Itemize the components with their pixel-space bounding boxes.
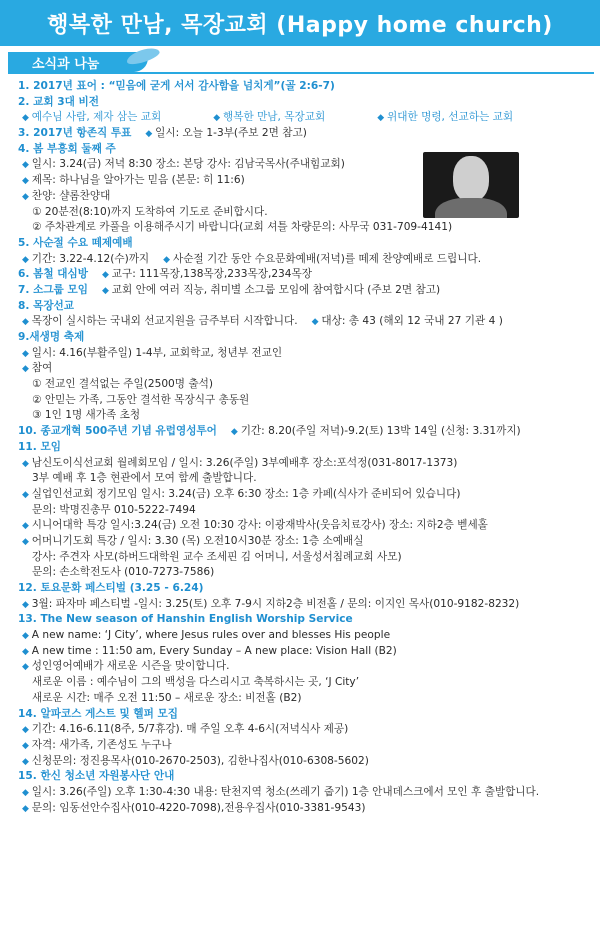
section-heading-row: [18, 267, 596, 283]
bullet-icon: ◆: [145, 129, 156, 140]
item-text: 일시: 3.24(금) 저녁 8:30 장소: 본당 강사: 김남국목사(주내힘교회): [31, 158, 345, 171]
item-text: 참여: [31, 362, 53, 375]
bullet-icon: ◆: [377, 113, 388, 124]
section-heading: 10. 종교개혁 500주년 기념 유럽영성투어: [18, 425, 217, 438]
item-text: 성인영어예배가 새로운 시즌을 맞이합니다.: [31, 660, 230, 673]
item-text: 일시: 4.16(부활주일) 1-4부, 교회학교, 청년부 전교인: [31, 346, 283, 359]
item-text: 교구: 111목장,138목장,233목장,234목장: [111, 268, 313, 281]
header-banner: [0, 0, 600, 46]
bullet-icon: ◆: [22, 521, 32, 532]
section-heading: 13. The New season of Hanshin English Worship Service: [18, 613, 353, 626]
continuation-text: 새로운 이름 : 예수님이 그의 백성을 다스리시고 축복하시는 곳, ‘J City’: [32, 676, 360, 689]
vision-item: 위대한 명령, 선교하는 교회: [387, 111, 514, 124]
section-heading-row: [18, 126, 596, 142]
section-heading: 15. 한신 청소년 자원봉사단 안내: [18, 770, 175, 783]
bullet-item: [18, 456, 596, 472]
item-text: 찬양: 샬롬찬양대: [31, 189, 111, 202]
item-text: 실업인선교회 정기모임 일시: 3.24(금) 오후 6:30 장소: 1층 카페(식사가 준비되어 있습니다): [31, 487, 461, 500]
bullet-icon: ◆: [22, 536, 32, 547]
section-heading: 2. 교회 3대 비전: [18, 95, 99, 108]
bullet-icon: ◆: [22, 740, 32, 751]
section-heading-row: [18, 424, 596, 440]
item-text: 목장이 실시하는 국내외 선교지원을 금주부터 시작합니다.: [31, 315, 298, 328]
bullet-icon: ◆: [22, 160, 32, 171]
bullet-icon: ◆: [213, 113, 223, 124]
vision-item: 예수님 사람, 제자 삼는 교회: [31, 111, 162, 124]
bullet-item: [18, 189, 596, 205]
bullet-item: [18, 361, 596, 377]
item-text: 사순절 기간 동안 수요문화예배(저녁)를 떼제 찬양예배로 드립니다.: [172, 252, 482, 265]
bullet-item: [18, 597, 596, 613]
section-heading: 14. 알파코스 게스트 및 헬퍼 모집: [18, 707, 179, 720]
item-text: A new time : 11:50 am, Every Sunday – A new place: Vision Hall (B2): [31, 644, 397, 657]
bullet-icon: ◆: [101, 285, 112, 296]
continuation-text: 3부 예배 후 1층 현관에서 모여 함께 출발합니다.: [32, 472, 257, 485]
numbered-item: ① 20분전(8:10)까지 도착하여 기도로 준비합시다.: [32, 205, 268, 218]
bullet-icon: ◆: [22, 191, 32, 202]
item-text: 남신도이식선교회 월례회모임 / 일시: 3.26(주일) 3부예배후 장소:포석정(031-8017-1373): [31, 456, 458, 469]
section-heading: 1. 2017년 표어 : “믿음에 굳게 서서 감사함을 넘치게”(골 2:6-7): [18, 80, 335, 92]
numbered-item: ① 전교인 결석없는 주일(2500명 출석): [32, 378, 213, 391]
vision-row: [18, 110, 596, 126]
section-heading: 4. 봄 부흥회 둘째 주: [18, 142, 116, 155]
bullet-icon: ◆: [22, 489, 32, 500]
vision-item: 행복한 만남, 목장교회: [223, 111, 326, 124]
continuation-text: 문의: 박명진총무 010-5222-7494: [32, 503, 196, 516]
bullet-item: [18, 157, 596, 173]
bullet-item: [18, 534, 596, 550]
bullet-item: [18, 346, 596, 362]
bullet-item: [18, 754, 596, 770]
item-text: 기간: 3.22-4.12(수)까지: [31, 252, 150, 265]
bullet-icon: ◆: [22, 599, 32, 610]
section-heading: 3. 2017년 항존직 투표: [18, 127, 132, 140]
item-text: 제목: 하나님을 알아가는 믿음 (본문: 히 11:6): [31, 174, 245, 187]
item-text: 문의: 임동선안수집사(010-4220-7098),전용우집사(010-3381-9543): [31, 801, 366, 814]
item-text: 신청문의: 정진용목사(010-2670-2503), 김한나집사(010-6308-5602): [31, 754, 369, 767]
bullet-item: [18, 314, 596, 330]
section-heading: 6. 봄철 대심방: [18, 268, 88, 281]
bullet-item: [18, 801, 596, 817]
section-heading: 7. 소그룹 모임: [18, 283, 88, 296]
continuation-text: 강사: 주견자 사모(하버드대학원 교수 조세핀 김 어머니, 서울성서침례교회 사모): [32, 550, 402, 563]
bullet-icon: ◆: [22, 458, 32, 469]
bullet-item: [18, 722, 596, 738]
bullet-item: [18, 628, 596, 644]
bullet-icon: ◆: [22, 364, 32, 375]
bullet-item: [18, 644, 596, 660]
bullet-icon: ◆: [22, 787, 32, 798]
bullet-item: [18, 487, 596, 503]
bullet-item: [18, 173, 596, 189]
section-divider: [8, 72, 594, 74]
bullet-icon: ◆: [22, 631, 32, 642]
bullet-icon: ◆: [163, 254, 173, 265]
bullet-icon: ◆: [22, 646, 32, 657]
bullet-icon: ◆: [101, 270, 112, 281]
numbered-item: ② 안믿는 가족, 그동안 결석한 목장식구 총동원: [32, 393, 250, 406]
banner-title: 행복한 만남, 목장교회 (Happy home church): [47, 12, 553, 38]
bullet-icon: ◆: [22, 317, 32, 328]
numbered-item: ③ 1인 1명 새가족 초청: [32, 409, 141, 422]
bullet-item: [18, 738, 596, 754]
bullet-icon: ◆: [22, 254, 32, 265]
section-tab-label: 소식과 나눔: [32, 56, 100, 72]
section-heading: 8. 목장선교: [18, 299, 75, 312]
bullet-icon: ◆: [22, 662, 32, 673]
item-text: 교회 안에 여러 직능, 취미별 소그룹 모임에 참여합시다 (주보 2면 참고): [111, 283, 441, 296]
bullet-icon: ◆: [22, 725, 32, 736]
item-text: 기간: 4.16-6.11(8주, 5/7휴강). 매 주일 오후 4-6시(저녁식사 제공): [31, 723, 349, 736]
section-heading: 11. 모임: [18, 440, 61, 453]
item-text: 대상: 총 43 (해외 12 국내 27 기관 4 ): [321, 315, 503, 328]
item-text: A new name: ‘J City’, where Jesus rules over and blesses His people: [31, 629, 391, 642]
bullet-icon: ◆: [22, 348, 32, 359]
section-heading-row: [18, 283, 596, 299]
item-text: 자격: 새가족, 기존성도 누구나: [31, 738, 172, 751]
item-text: 어머니기도회 특강 / 일시: 3.30 (목) 오전10시30분 장소: 1층 소예배실: [31, 534, 364, 547]
bullet-icon: ◆: [311, 317, 322, 328]
announcement-list: [18, 79, 596, 816]
continuation-text: 문의: 손소학전도사 (010-7273-7586): [32, 566, 215, 579]
bullet-icon: ◆: [22, 803, 32, 814]
item-text: 3월: 파자마 페스티벌 -일시: 3.25(토) 오후 7-9시 지하2층 비전홀 / 문의: 이지인 목사(010-9182-8232): [31, 597, 520, 610]
bullet-icon: ◆: [22, 113, 32, 124]
bullet-item: [18, 252, 596, 268]
bullet-item: [18, 659, 596, 675]
bullet-icon: ◆: [230, 427, 241, 438]
numbered-item: ② 주차관계로 카풀을 이용해주시기 바랍니다(교회 셔틀 차량문의: 사무국 031-709-4141): [32, 221, 453, 234]
bullet-icon: ◆: [22, 756, 32, 767]
item-text: 시니어대학 특강 일시:3.24(금) 오전 10:30 강사: 이광재박사(웃음치료강사) 장소: 지하2층 벧세홀: [31, 519, 488, 532]
section-heading: 12. 토요문화 페스티벌 (3.25 - 6.24): [18, 582, 204, 594]
item-text: 기간: 8.20(주일 저녁)-9.2(토) 13박 14일 (신청: 3.31까지): [240, 425, 521, 438]
continuation-text: 새로운 시간: 매주 오전 11:50 – 새로운 장소: 비전홀 (B2): [32, 691, 302, 704]
bullet-item: [18, 518, 596, 534]
section-heading: 5. 사순절 수요 떼제예배: [18, 236, 133, 249]
bullet-icon: ◆: [22, 176, 32, 187]
item-text: 일시: 오늘 1-3부(주보 2면 참고): [155, 127, 307, 140]
section-heading: 9.새생명 축제: [18, 331, 85, 343]
item-text: 일시: 3.26(주일) 오후 1:30-4:30 내용: 탄천지역 청소(쓰레기 줍기) 1층 안내데스크에서 모인 후 출발합니다.: [31, 785, 540, 798]
bullet-item: [18, 785, 596, 801]
